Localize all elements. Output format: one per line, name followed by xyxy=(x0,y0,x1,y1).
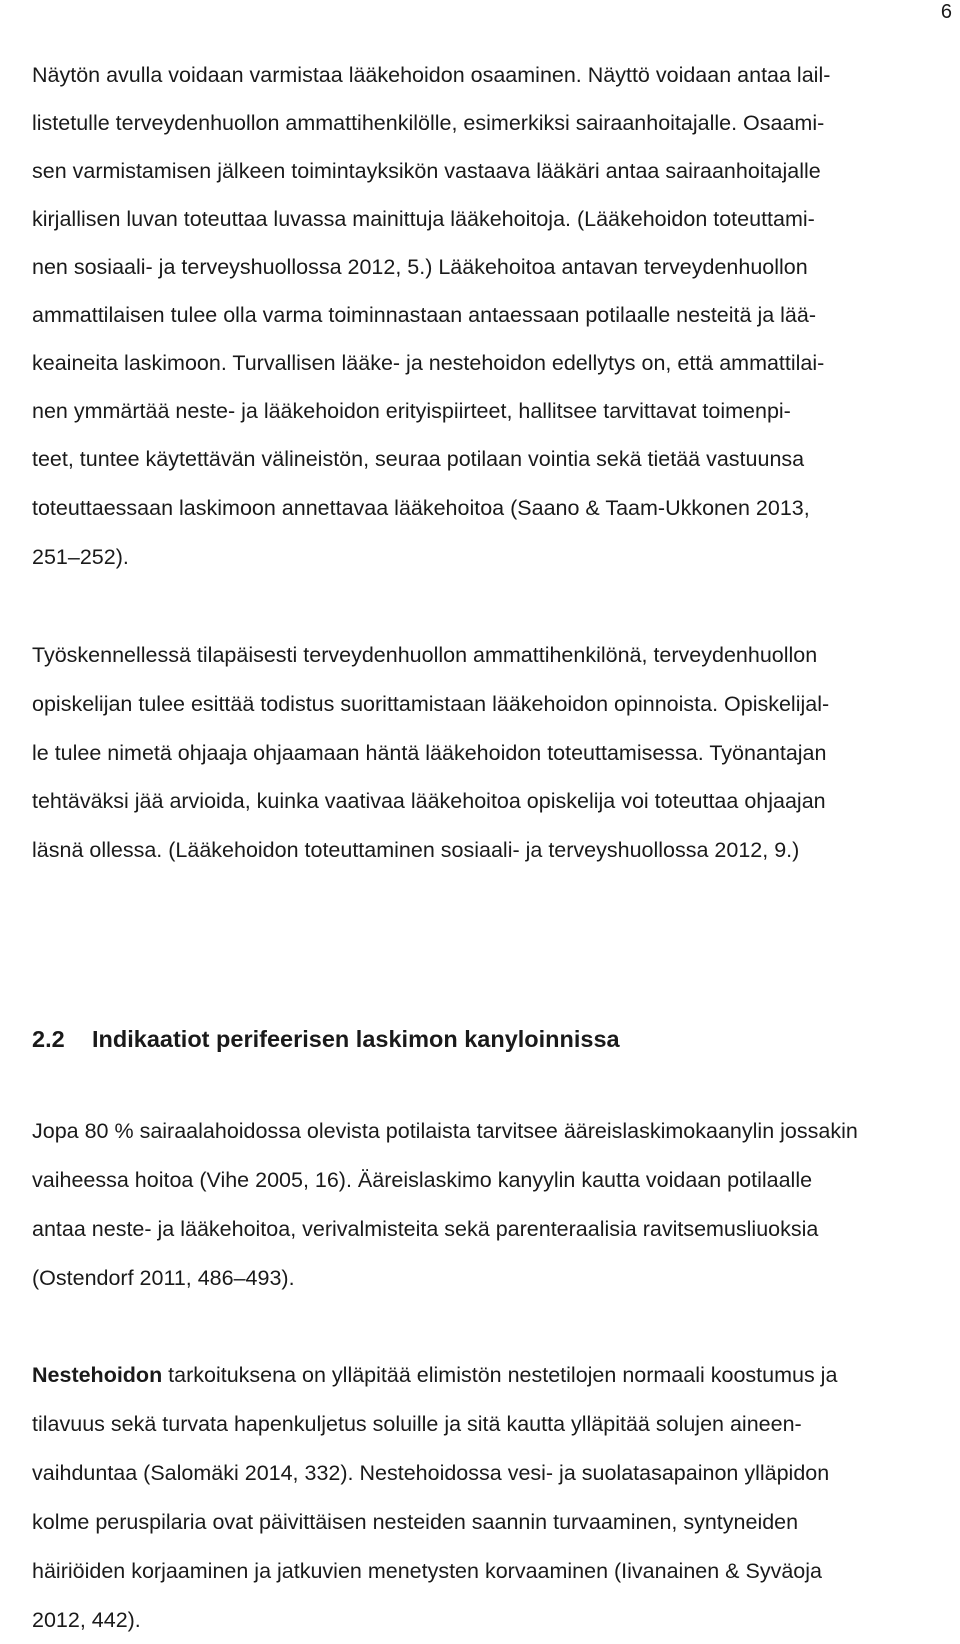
section-title: Indikaatiot perifeerisen laskimon kanyloinnissa xyxy=(92,1026,620,1052)
section-number: 2.2 xyxy=(32,1026,65,1052)
paragraph1-line: sen varmistamisen jälkeen toimintayksikön vastaava lääkäri antaa sairaanhoitajalle xyxy=(32,159,821,183)
paragraph4-line: 2012, 442). xyxy=(32,1608,141,1632)
paragraph1-line: nen sosiaali- ja terveyshuollossa 2012, 5.) Lääkehoitoa antavan terveydenhuollon xyxy=(32,255,808,279)
section-heading xyxy=(32,1024,620,1054)
term-nestehoidon: Nestehoidon xyxy=(32,1363,163,1387)
paragraph4-line: tilavuus sekä turvata hapenkuljetus soluille ja sitä kautta ylläpitää solujen aineen- xyxy=(32,1412,802,1436)
paragraph4-line: vaihduntaa (Salomäki 2014, 332). Nestehoidossa vesi- ja suolatasapainon ylläpidon xyxy=(32,1461,830,1485)
paragraph3-line: antaa neste- ja lääkehoitoa, verivalmisteita sekä parenteraalisia ravitsemusliuoksia xyxy=(32,1217,819,1241)
paragraph1-line: toteuttaessaan laskimoon annettavaa lääkehoitoa (Saano & Taam-Ukkonen 2013, xyxy=(32,496,810,520)
paragraph4-line: häiriöiden korjaaminen ja jatkuvien menetysten korvaaminen (Iivanainen & Syväoja xyxy=(32,1559,822,1583)
paragraph4-first-line-rest: tarkoituksena on ylläpitää elimistön nestetilojen normaali koostumus ja xyxy=(162,1363,838,1387)
paragraph2-line: läsnä ollessa. (Lääkehoidon toteuttaminen sosiaali- ja terveyshuollossa 2012, 9.) xyxy=(32,838,800,862)
paragraph1-line: ammattilaisen tulee olla varma toiminnastaan antaessaan potilaalle nesteitä ja lää- xyxy=(32,303,817,327)
paragraph1-line: listetulle terveydenhuollon ammattihenkilölle, esimerkiksi sairaanhoitajalle. Osaami- xyxy=(32,111,825,135)
paragraph2-line: Työskennellessä tilapäisesti terveydenhuollon ammattihenkilönä, terveydenhuollon xyxy=(32,643,818,667)
paragraph3-line: Jopa 80 % sairaalahoidossa olevista potilaista tarvitsee ääreislaskimokaanylin jossakin xyxy=(32,1119,858,1143)
paragraph2-line: tehtäväksi jää arvioida, kuinka vaativaa lääkehoitoa opiskelija voi toteuttaa ohjaajan xyxy=(32,789,826,813)
paragraph1-line: Näytön avulla voidaan varmistaa lääkehoidon osaaminen. Näyttö voidaan antaa lail- xyxy=(32,63,831,87)
paragraph1-line: teet, tuntee käytettävän välineistön, seuraa potilaan vointia sekä tietää vastuunsa xyxy=(32,447,805,471)
paragraph3-line: (Ostendorf 2011, 486–493). xyxy=(32,1266,295,1290)
paragraph1-line: 251–252). xyxy=(32,545,129,569)
paragraph4-line xyxy=(32,1361,837,1389)
page-number: 6 xyxy=(940,1,952,23)
paragraph3-line: vaiheessa hoitoa (Vihe 2005, 16). Ääreislaskimo kanyylin kautta voidaan potilaalle xyxy=(32,1168,813,1192)
paragraph1-line: keaineita laskimoon. Turvallisen lääke- ja nestehoidon edellytys on, että ammattilai- xyxy=(32,351,825,375)
paragraph1-line: kirjallisen luvan toteuttaa luvassa mainittuja lääkehoitoja. (Lääkehoidon toteuttami- xyxy=(32,207,815,231)
paragraph2-line: opiskelijan tulee esittää todistus suorittamistaan lääkehoidon opinnoista. Opiskelijal- xyxy=(32,692,830,716)
paragraph1-line: nen ymmärtää neste- ja lääkehoidon erityispiirteet, hallitsee tarvittavat toimenpi- xyxy=(32,399,791,423)
paragraph4-line: kolme peruspilaria ovat päivittäisen nesteiden saannin turvaaminen, syntyneiden xyxy=(32,1510,799,1534)
paragraph2-line: le tulee nimetä ohjaaja ohjaamaan häntä lääkehoidon toteuttamisessa. Työnantajan xyxy=(32,741,827,765)
